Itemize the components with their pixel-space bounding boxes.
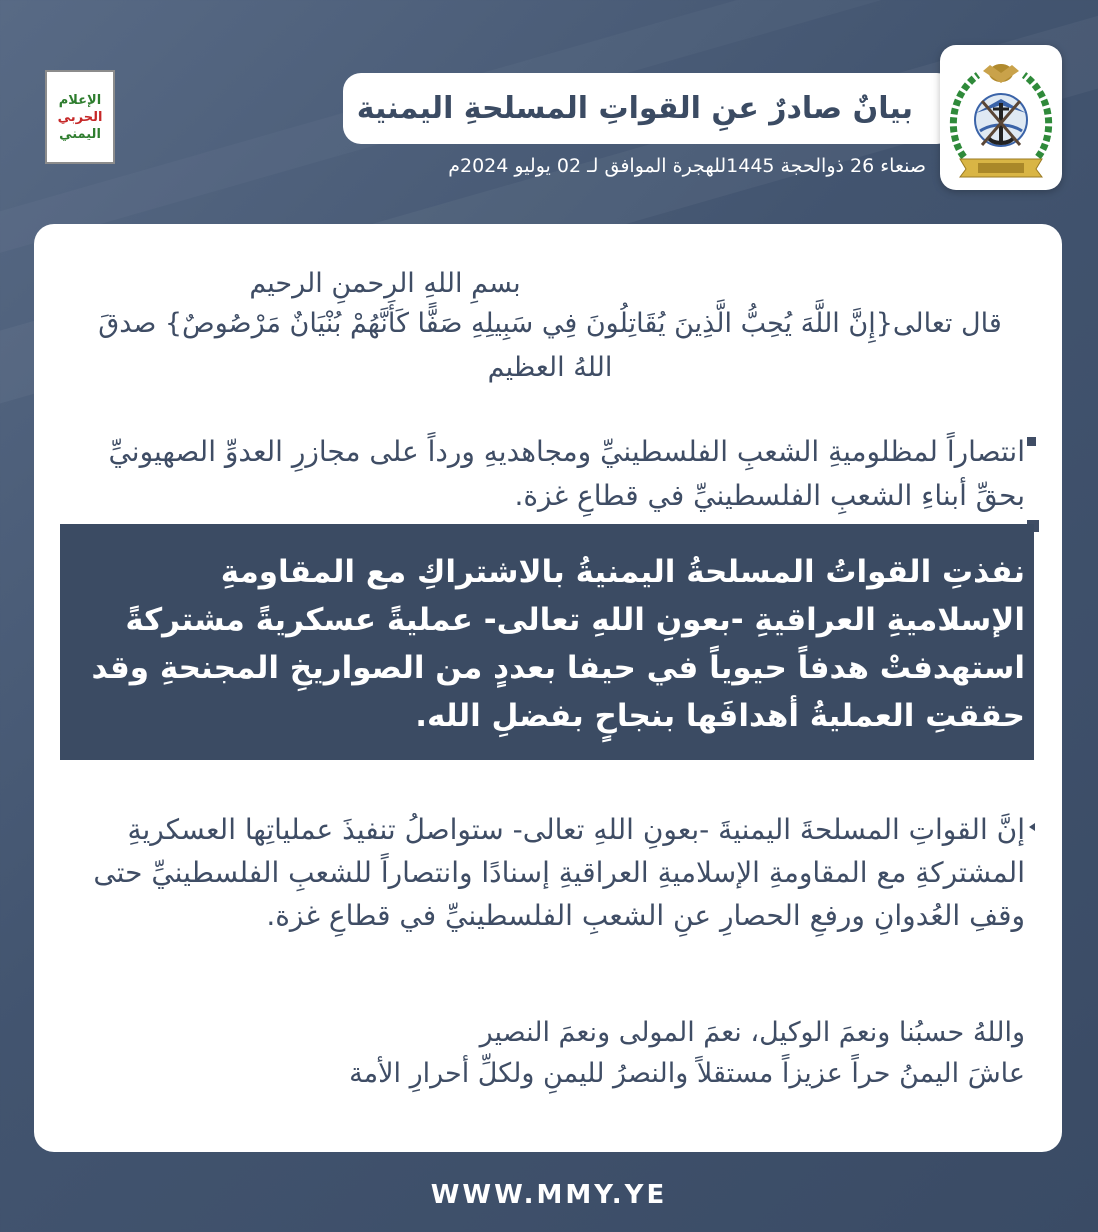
closing-line xyxy=(200,1012,1025,1094)
armed-forces-emblem xyxy=(940,45,1062,190)
website-url: WWW.MMY.YE xyxy=(430,1180,668,1210)
paragraph-continuation: إنَّ القواتِ المسلحةَ اليمنيةَ -بعونِ اللهِ تعالى- ستواصلُ تنفيذَ عملياتِها العسكريةِ المشتركةِ مع المقاومةِ الإسلاميةِ العراقيةِ إسنادًا وانتصاراً للشعبِ الفلسطينيِّ حتى وقفِ العُدوانِ ورفعِ الحصارِ عنِ الشعبِ الفلسطينيِّ في قطاعِ غزة. xyxy=(93,813,1025,932)
bullet-arrow-icon xyxy=(1027,822,1037,832)
military-media-logo xyxy=(45,70,115,164)
bullet-icon xyxy=(1027,437,1036,446)
paragraph-solidarity: انتصاراً لمظلوميةِ الشعبِ الفلسطينيِّ ومجاهديهِ ورداً على مجازرِ العدوِّ الصهيونيِّ بحقِّ أبناءِ الشعبِ الفلسطينيِّ في قطاعِ غزة. xyxy=(108,435,1025,512)
date-line: صنعاء 26 ذوالحجة 1445للهجرة الموافق لـ 02 يوليو 2024م xyxy=(448,155,926,177)
highlight-operation-text: نفذتِ القواتُ المسلحةُ اليمنيةُ بالاشتراكِ مع المقاومةِ الإسلاميةِ العراقيةِ -بعونِ اللهِ تعالى- عمليةً عسكريةً مشتركةً استهدفتْ هدفاً حيوياً في حيفا بعددٍ من الصواريخِ المجنحةِ وقد حققتِ العمليةُ أهدافَها بنجاحٍ بفضلِ الله. xyxy=(91,554,1025,734)
title-banner xyxy=(343,73,955,144)
basmala: بسمِ اللهِ الرحمنِ الرحيم xyxy=(249,268,521,299)
page-title: بيانٌ صادرٌ عنِ القواتِ المسلحةِ اليمنية xyxy=(356,91,913,126)
media-logo-line: اليمني xyxy=(59,126,101,142)
quran-verse: قال تعالى{إِنَّ اللَّهَ يُحِبُّ الَّذِينَ يُقَاتِلُونَ فِي سَبِيلِهِ صَفًّا كَأَنَّهُمْ بُنْيَانٌ مَرْصُوصٌ} صدقَ اللهُ العظيم xyxy=(98,308,1002,383)
media-logo-line: الإعلام xyxy=(58,92,102,108)
closing-line-2: عاشَ اليمنُ حراً عزيزاً مستقلاً والنصرُ لليمنِ ولكلِّ أحرارِ الأمة xyxy=(349,1058,1025,1089)
media-logo-line: الحربي xyxy=(57,109,103,125)
closing-line-1: واللهُ حسبُنا ونعمَ الوكيل، نعمَ المولى ونعمَ النصير xyxy=(479,1017,1025,1048)
emblem-icon xyxy=(940,45,1062,190)
